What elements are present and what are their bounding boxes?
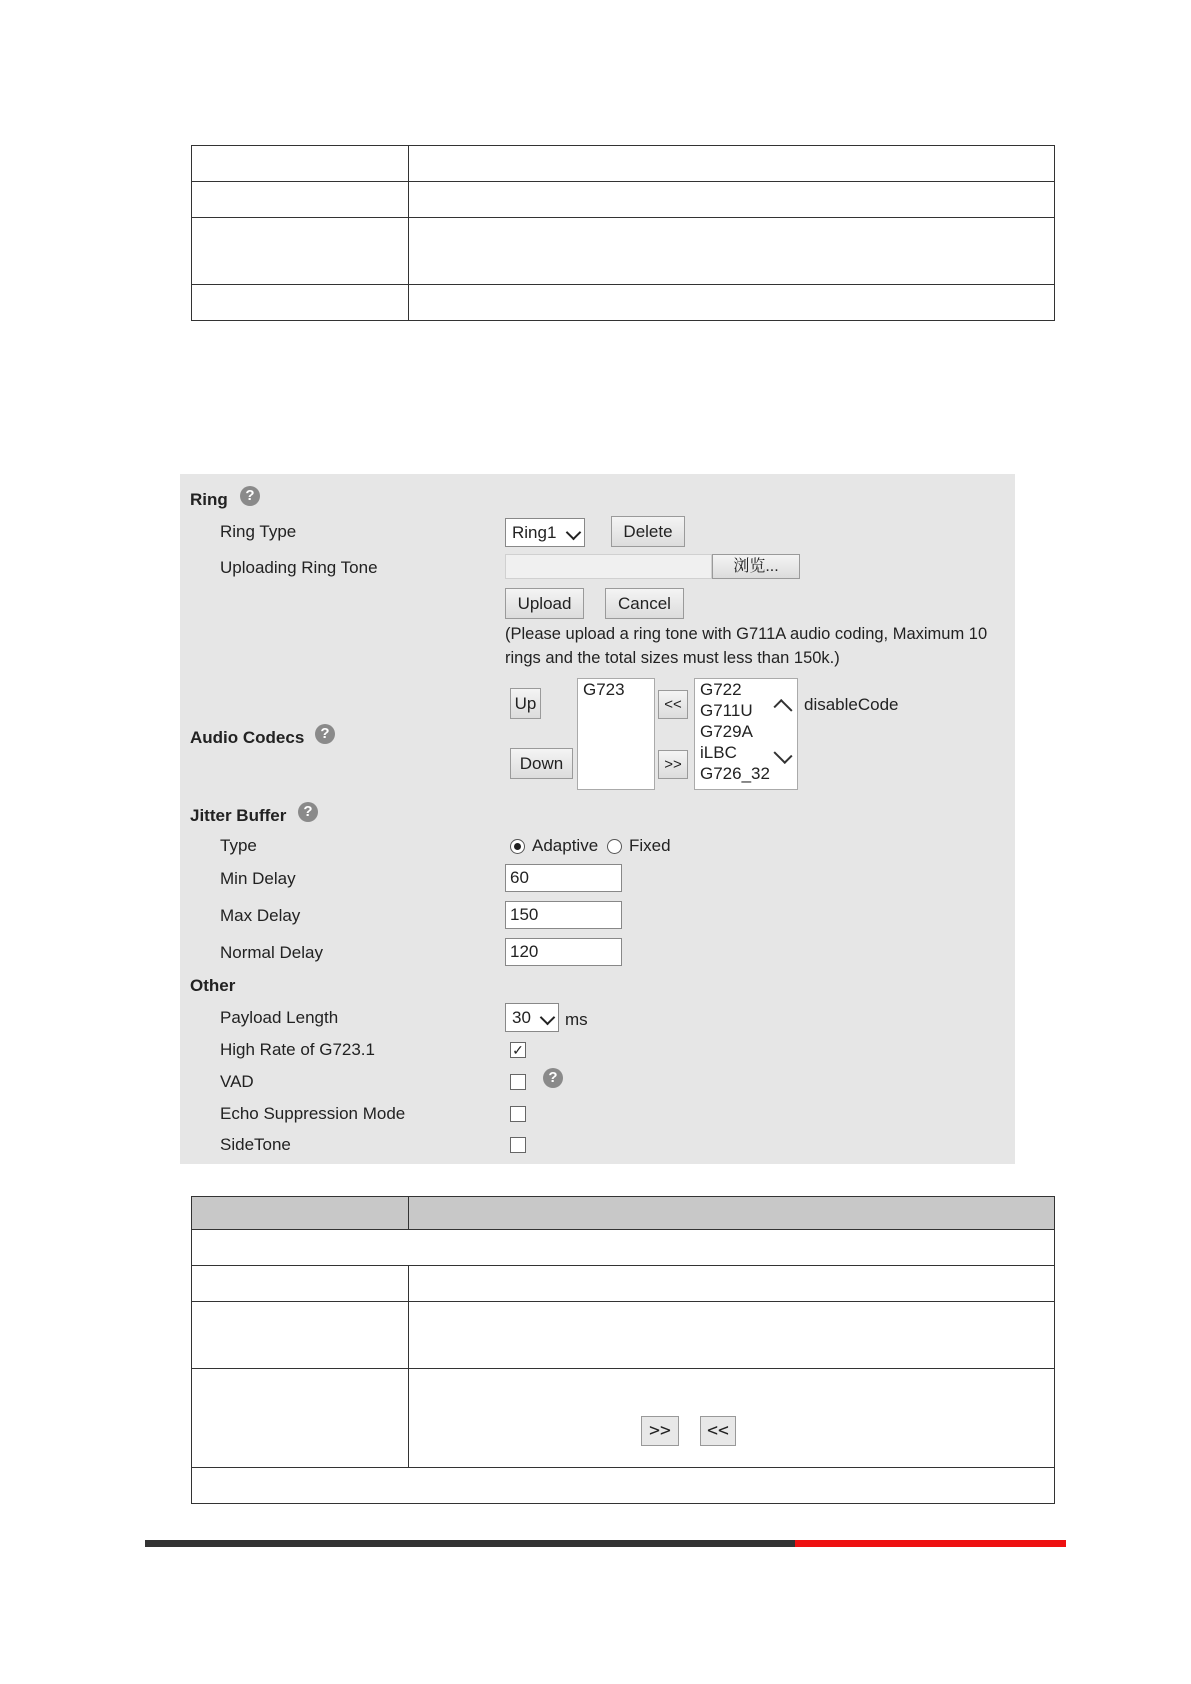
- audio-codecs-help-icon[interactable]: ?: [315, 724, 335, 744]
- payload-length-label: Payload Length: [220, 1008, 339, 1027]
- disabled-codecs-list[interactable]: [694, 678, 798, 790]
- table-cell: [409, 1302, 1055, 1369]
- table-cell: [192, 1468, 1055, 1504]
- max-delay-input[interactable]: 150: [505, 901, 622, 929]
- table-cell: [192, 1302, 409, 1369]
- table-cell: [192, 285, 409, 321]
- top-table: [191, 145, 1055, 321]
- list-item[interactable]: G729A: [700, 722, 753, 741]
- high-rate-checkbox[interactable]: ✓: [510, 1042, 526, 1058]
- vad-help-icon[interactable]: ?: [543, 1068, 563, 1088]
- ring-type-value: Ring1: [512, 523, 557, 542]
- browse-button[interactable]: 浏览...: [712, 554, 800, 579]
- min-delay-label: Min Delay: [220, 869, 296, 888]
- file-path-input[interactable]: [505, 554, 712, 579]
- payload-unit: ms: [565, 1010, 588, 1029]
- table-cell: [192, 182, 409, 218]
- table-cell: [192, 1369, 409, 1468]
- table-cell: [192, 1266, 409, 1302]
- payload-length-select[interactable]: [505, 1003, 559, 1032]
- list-item[interactable]: G711U: [700, 701, 753, 720]
- chevron-down-icon: [540, 1010, 556, 1026]
- min-delay-input[interactable]: 60: [505, 864, 622, 892]
- sidetone-checkbox[interactable]: [510, 1137, 526, 1153]
- audio-codecs-section-title: Audio Codecs: [190, 728, 305, 747]
- table-cell: [409, 1266, 1055, 1302]
- vad-label: VAD: [220, 1072, 254, 1091]
- payload-length-value: 30: [512, 1008, 531, 1027]
- table-cell: [192, 218, 409, 285]
- jitter-buffer-help-icon[interactable]: ?: [298, 802, 318, 822]
- disabled-codecs-caption: disableCode: [804, 695, 899, 714]
- normal-delay-label: Normal Delay: [220, 943, 323, 962]
- codec-up-button[interactable]: Up: [510, 688, 541, 719]
- table-cell: [409, 218, 1055, 285]
- table-cell: [409, 285, 1055, 321]
- fixed-label: Fixed: [629, 836, 671, 855]
- ring-help-icon[interactable]: ?: [240, 486, 260, 506]
- upload-button[interactable]: Upload: [505, 588, 584, 619]
- footer-bar-red: [795, 1540, 1066, 1547]
- normal-delay-input[interactable]: 120: [505, 938, 622, 966]
- fixed-radio[interactable]: [607, 839, 622, 854]
- move-to-enabled-button[interactable]: <<: [658, 690, 688, 719]
- list-item[interactable]: G722: [700, 680, 742, 699]
- upload-ring-tone-label: Uploading Ring Tone: [220, 558, 378, 577]
- list-item[interactable]: iLBC: [700, 743, 737, 762]
- table-cell: [409, 146, 1055, 182]
- table-cell: [192, 146, 409, 182]
- chevron-down-icon: [566, 525, 582, 541]
- jitter-buffer-section-title: Jitter Buffer: [190, 806, 287, 825]
- high-rate-label: High Rate of G723.1: [220, 1040, 375, 1059]
- footer-bar-dark: [145, 1540, 795, 1547]
- sidetone-label: SideTone: [220, 1135, 291, 1154]
- ring-section-title: Ring: [190, 490, 228, 509]
- table-cell: [409, 182, 1055, 218]
- table-cell: [409, 1369, 1055, 1468]
- jitter-type-label: Type: [220, 836, 257, 855]
- inline-move-right-button[interactable]: >>: [641, 1416, 679, 1446]
- upload-note-line1: (Please upload a ring tone with G711A audio coding, Maximum 10: [505, 625, 988, 643]
- delete-button[interactable]: Delete: [611, 516, 685, 547]
- settings-panel: [180, 474, 1015, 1164]
- adaptive-radio[interactable]: [510, 839, 525, 854]
- list-item[interactable]: G723: [583, 680, 625, 699]
- adaptive-label: Adaptive: [532, 836, 599, 855]
- echo-suppression-checkbox[interactable]: [510, 1106, 526, 1122]
- move-to-disabled-button[interactable]: >>: [658, 750, 688, 779]
- table-header-cell: [409, 1197, 1055, 1230]
- table-cell: [192, 1230, 1055, 1266]
- codec-down-button[interactable]: Down: [510, 748, 573, 779]
- ring-type-label: Ring Type: [220, 522, 297, 541]
- inline-move-left-button[interactable]: <<: [700, 1416, 736, 1446]
- upload-note-line2: rings and the total sizes must less than 150k.): [505, 649, 840, 667]
- list-item[interactable]: G726_32: [700, 764, 770, 783]
- table-header-cell: [192, 1197, 409, 1230]
- echo-suppression-label: Echo Suppression Mode: [220, 1104, 406, 1123]
- ring-type-select[interactable]: [505, 518, 585, 547]
- vad-checkbox[interactable]: [510, 1074, 526, 1090]
- bottom-table: [191, 1196, 1055, 1504]
- enabled-codecs-list[interactable]: [577, 678, 655, 790]
- max-delay-label: Max Delay: [220, 906, 301, 925]
- other-section-title: Other: [190, 976, 236, 995]
- cancel-button[interactable]: Cancel: [605, 588, 684, 619]
